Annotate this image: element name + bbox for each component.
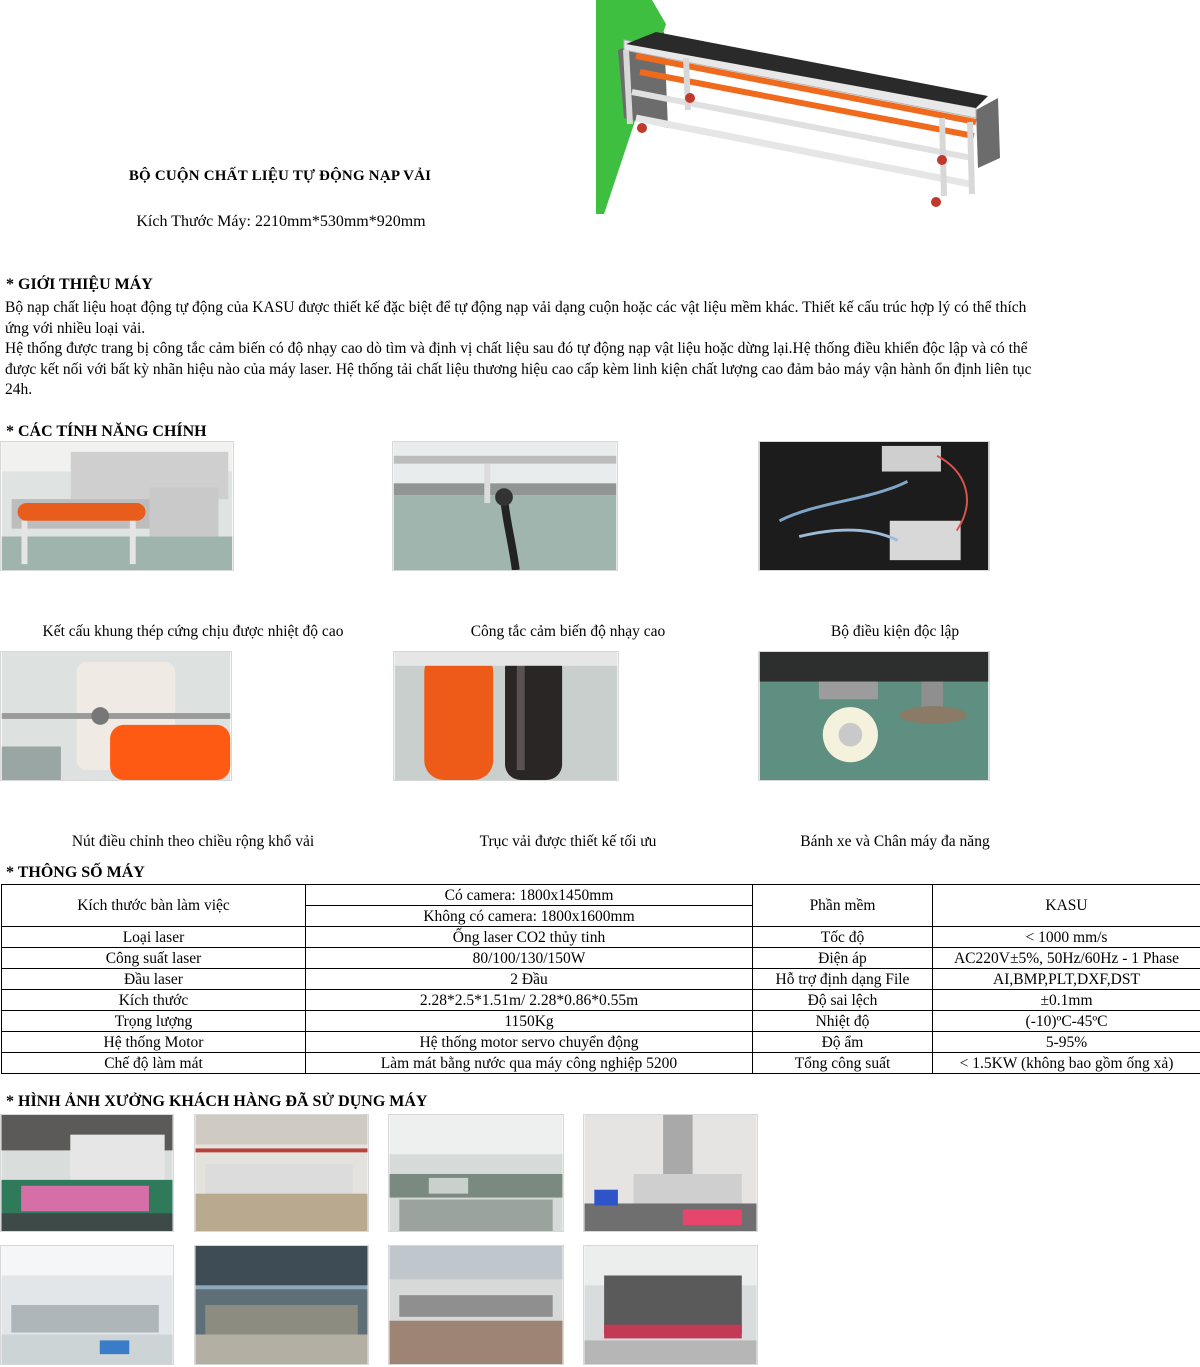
spec-value: 80/100/130/150W — [306, 948, 753, 969]
spec-table — [1, 884, 1200, 1074]
spec-value: 2 Đầu — [306, 969, 753, 990]
spec-label: Độ ẩm — [753, 1032, 933, 1053]
spec-value: ±0.1mm — [933, 990, 1200, 1011]
spec-label: Phần mềm — [753, 885, 933, 927]
specs-heading: * THÔNG SỐ MÁY — [6, 864, 145, 881]
spec-label: Hỗ trợ định dạng File — [753, 969, 933, 990]
spec-label: Loại laser — [2, 927, 306, 948]
spec-label: Tổng công suất — [753, 1053, 933, 1074]
spec-value: Không có camera: 1800x1600mm — [306, 906, 753, 927]
spec-value: Hệ thống motor servo chuyển động — [306, 1032, 753, 1053]
feature-image-width-knob — [0, 651, 232, 781]
spec-label: Độ sai lệch — [753, 990, 933, 1011]
gallery-image — [388, 1245, 564, 1365]
spec-value: Có camera: 1800x1450mm — [306, 885, 753, 906]
spec-value: (-10)ºC-45ºC — [933, 1011, 1200, 1032]
spec-value: 5-95% — [933, 1032, 1200, 1053]
gallery-image — [0, 1245, 174, 1365]
feature-image-steel-frame — [0, 441, 234, 571]
feature-image-controller — [758, 441, 990, 571]
spec-value: Làm mát bằng nước qua máy công nghiệp 5200 — [306, 1053, 753, 1074]
feature-caption-5: Trục vải được thiết kế tối ưu — [479, 833, 657, 850]
features-heading: * CÁC TÍNH NĂNG CHÍNH — [6, 423, 207, 440]
spec-label: Đầu laser — [2, 969, 306, 990]
spec-value: 2.28*2.5*1.51m/ 2.28*0.86*0.55m — [306, 990, 753, 1011]
feature-caption-2: Công tắc cảm biến độ nhạy cao — [470, 623, 666, 640]
gallery-image — [194, 1114, 369, 1232]
feature-image-caster-wheel — [758, 651, 990, 781]
table-row — [2, 948, 1200, 969]
intro-paragraph-2: Hệ thống được trang bị công tắc cảm biến có độ nhạy cao dò tìm và định vị chất liệu sau đó tự động nạp vật liệu hoặc dừng lại.Hệ thống điều khiển độc lập và có thể được kết nối với bất kỳ nhãn hiệu nào của máy laser. Hệ thống tải chất liệu thương hiệu cao cấp kèm linh kiện chất lượng cao đảm bảo máy vận hành ổn định liên tục 24h. — [5, 340, 1032, 398]
gallery-heading: * HÌNH ẢNH XƯỞNG KHÁCH HÀNG ĐÃ SỬ DỤNG MÁY — [6, 1093, 428, 1110]
table-row — [2, 1053, 1200, 1074]
table-row — [2, 990, 1200, 1011]
table-row — [2, 885, 1200, 906]
gallery-image — [0, 1114, 174, 1232]
intro-paragraph-1: Bộ nạp chất liệu hoạt động tự động của KASU được thiết kế đặc biệt để tự động nạp vải dạng cuộn hoặc các vật liệu mềm khác. Thiết kế cấu trúc hợp lý có thể thích ứng với nhiều loại vải. — [5, 299, 1027, 337]
table-row — [2, 969, 1200, 990]
spec-label: Nhiệt độ — [753, 1011, 933, 1032]
feature-caption-6: Bánh xe và Chân máy đa năng — [800, 833, 990, 850]
gallery-image — [583, 1114, 758, 1232]
spec-value: < 1000 mm/s — [933, 927, 1200, 948]
feature-image-sensor — [392, 441, 618, 571]
spec-label: Công suất laser — [2, 948, 306, 969]
spec-label: Chế độ làm mát — [2, 1053, 306, 1074]
spec-label: Kích thước bàn làm việc — [2, 885, 306, 927]
machine-dimensions: Kích Thước Máy: 2210mm*530mm*920mm — [136, 213, 426, 230]
spec-label: Hệ thống Motor — [2, 1032, 306, 1053]
spec-label: Điện áp — [753, 948, 933, 969]
spec-label: Tốc độ — [753, 927, 933, 948]
spec-value: 1150Kg — [306, 1011, 753, 1032]
intro-heading: * GIỚI THIỆU MÁY — [6, 276, 153, 293]
table-row — [2, 1032, 1200, 1053]
spec-value: Ống laser CO2 thủy tinh — [306, 927, 753, 948]
spec-value: AC220V±5%, 50Hz/60Hz - 1 Phase — [933, 948, 1200, 969]
spec-label: Trọng lượng — [2, 1011, 306, 1032]
feature-caption-4: Nút điều chỉnh theo chiều rộng khổ vải — [71, 833, 315, 850]
feature-caption-1: Kết cấu khung thép cứng chịu được nhiệt độ cao — [42, 623, 344, 640]
gallery-image — [388, 1114, 564, 1232]
product-render-image — [596, 0, 1012, 214]
table-row — [2, 927, 1200, 948]
gallery-image — [194, 1245, 369, 1365]
spec-label: Kích thước — [2, 990, 306, 1011]
feature-caption-3: Bộ điều kiện độc lập — [830, 623, 960, 640]
spec-value: KASU — [933, 885, 1200, 927]
spec-value: AI,BMP,PLT,DXF,DST — [933, 969, 1200, 990]
table-row — [2, 1011, 1200, 1032]
feature-image-fabric-roller — [393, 651, 619, 781]
product-title: BỘ CUỘN CHẤT LIỆU TỰ ĐỘNG NẠP VẢI — [128, 168, 432, 184]
gallery-image — [583, 1245, 758, 1365]
spec-value: < 1.5KW (không bao gồm ống xả) — [933, 1053, 1200, 1074]
